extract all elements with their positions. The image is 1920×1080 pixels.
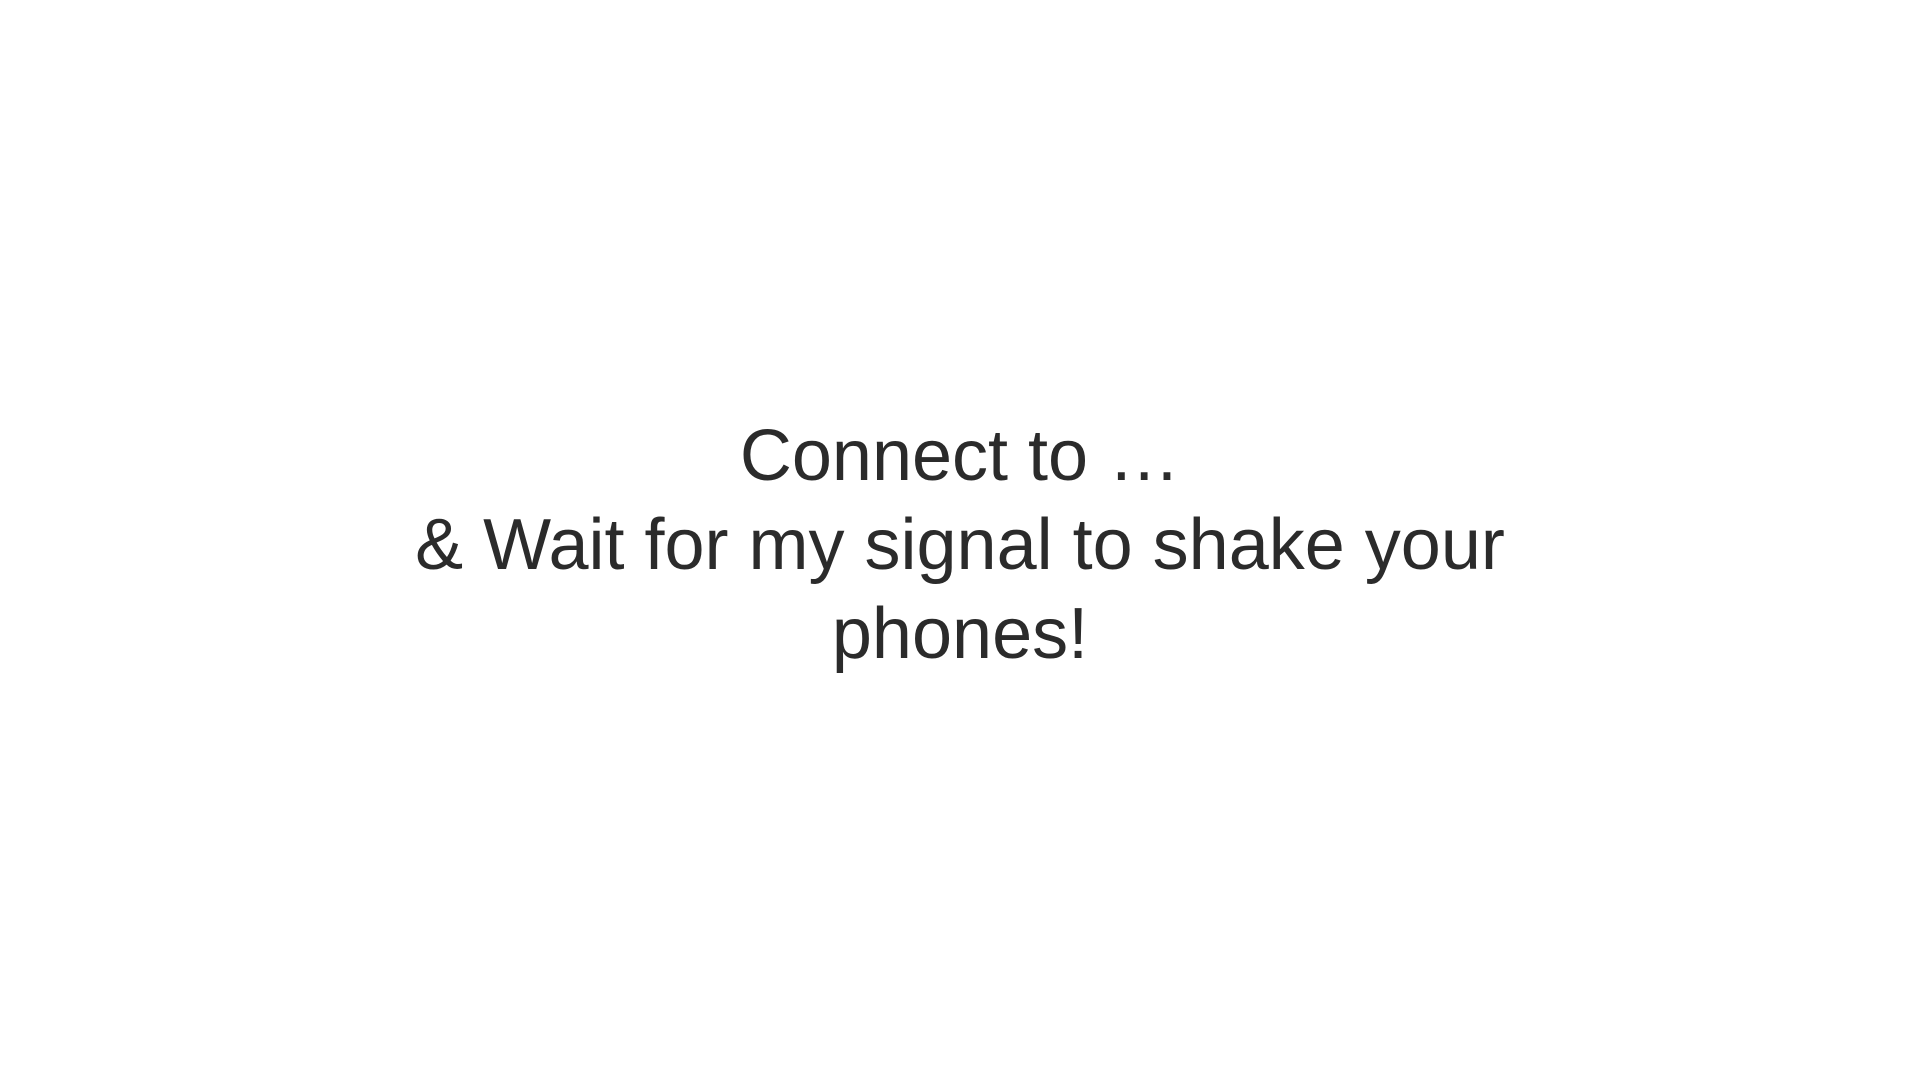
slide-message [0,412,1920,679]
wait-signal-instruction: & Wait for my signal to shake your phones! [415,505,1505,674]
connect-instruction: Connect to … [739,416,1181,496]
